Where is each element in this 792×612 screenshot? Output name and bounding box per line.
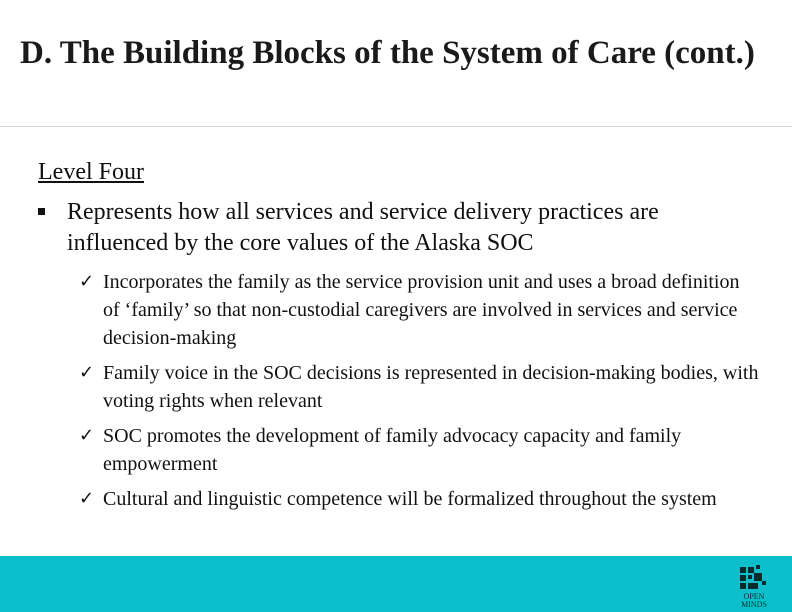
level-heading: Level Four [38, 159, 144, 185]
footer-band [0, 556, 792, 612]
checkmark-icon: ✓ [79, 488, 95, 509]
sub-bullet-item [79, 485, 759, 513]
sub-bullet-item [79, 359, 759, 415]
checkmark-icon: ✓ [79, 271, 95, 292]
sub-bullet-text: Family voice in the SOC decisions is represented in decision-making bodies, with voting rights when relevant [103, 362, 759, 412]
logo-text [736, 593, 772, 609]
logo-text-line2: MINDS [741, 600, 767, 609]
title-divider [0, 126, 792, 127]
sub-bullet-list [79, 268, 759, 520]
main-bullet-text: Represents how all services and service delivery practices are influenced by the core values of the Alaska SOC [67, 199, 659, 256]
logo-text-line1: OPEN [743, 592, 765, 601]
sub-bullet-item [79, 268, 759, 352]
main-bullet [38, 197, 738, 259]
slide-title: D. The Building Blocks of the System of Care (cont.) [20, 35, 755, 71]
checkmark-icon: ✓ [79, 425, 95, 446]
open-minds-logo [736, 563, 772, 609]
sub-bullet-text: Incorporates the family as the service provision unit and uses a broad definition of ‘family’ so that non-custodial caregivers are involved in services and service decision-making [103, 271, 740, 349]
sub-bullet-text: Cultural and linguistic competence will be formalized throughout the system [103, 488, 717, 510]
sub-bullet-item [79, 422, 759, 478]
checkmark-icon: ✓ [79, 362, 95, 383]
logo-mark-icon [736, 563, 772, 593]
sub-bullet-text: SOC promotes the development of family advocacy capacity and family empowerment [103, 425, 682, 475]
square-bullet-icon [38, 208, 45, 215]
